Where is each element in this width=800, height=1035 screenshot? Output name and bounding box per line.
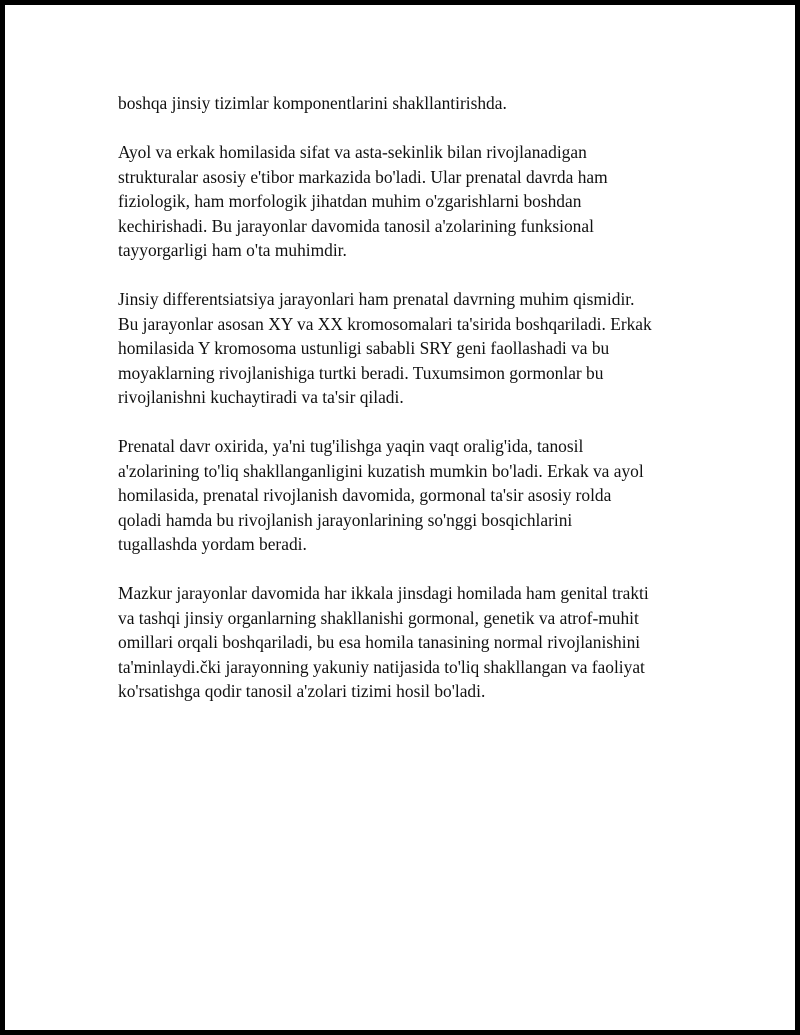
- text-line: tugallashda yordam beradi.: [118, 534, 307, 554]
- text-line: kechirishadi. Bu jarayonlar davomida tanosil a'zolarining funksional: [118, 215, 594, 236]
- text-line: fiziologik, ham morfologik jihatdan muhim o'zgarishlarni boshdan: [118, 191, 582, 211]
- text-line: Ayol va erkak homilasida sifat va asta-sekinlik bilan rivojlanadigan: [118, 142, 587, 162]
- text-line: rivojlanishni kuchaytiradi va ta'sir qiladi.: [118, 387, 404, 407]
- text-line: tayyorgarligi ham o'ta muhimdir.: [118, 240, 347, 260]
- text-line: Jinsiy differentsiatsiya jarayonlari ham prenatal davrning muhim qismidir.: [118, 289, 635, 309]
- paragraph-3: [118, 287, 698, 410]
- text-line: ta'minlaydi.čki jarayonning yakuniy natijasida to'liq shakllangan va faoliyat: [118, 656, 645, 677]
- text-line: a'zolarining to'liq shakllanganligini kuzatish mumkin bo'ladi. Erkak va ayol: [118, 460, 644, 481]
- text-line: qoladi hamda bu rivojlanish jarayonlarining so'nggi bosqichlarini: [118, 509, 573, 530]
- paragraph-2: [118, 140, 698, 263]
- text-line: homilasida, prenatal rivojlanish davomida, gormonal ta'sir asosiy rolda: [118, 485, 612, 505]
- text-line: Mazkur jarayonlar davomida har ikkala jinsdagi homilada ham genital trakti: [118, 583, 649, 603]
- text-line: moyaklarning rivojlanishiga turtki beradi. Tuxumsimon gormonlar bu: [118, 362, 604, 383]
- paragraph-5: [118, 581, 698, 704]
- text-line: homilasida Y kromosoma ustunligi sababli SRY geni faollashadi va bu: [118, 338, 610, 358]
- text-line: strukturalar asosiy e'tibor markazida bo'ladi. Ular prenatal davrda ham: [118, 166, 608, 187]
- text-line: va tashqi jinsiy organlarning shakllanishi gormonal, genetik va atrof-muhit: [118, 607, 639, 628]
- document-body: [118, 91, 698, 728]
- text-line: omillari orqali boshqariladi, bu esa homila tanasining normal rivojlanishini: [118, 632, 641, 652]
- paragraph-4: [118, 434, 698, 557]
- text-line: Prenatal davr oxirida, ya'ni tug'ilishga yaqin vaqt oralig'ida, tanosil: [118, 436, 584, 456]
- text-line: Bu jarayonlar asosan XY va XX kromosomalari ta'sirida boshqariladi. Erkak: [118, 313, 652, 334]
- text-line: boshqa jinsiy tizimlar komponentlarini shakllantirishda.: [118, 93, 507, 113]
- paragraph-1: [118, 91, 698, 116]
- text-line: ko'rsatishga qodir tanosil a'zolari tizimi hosil bo'ladi.: [118, 681, 486, 701]
